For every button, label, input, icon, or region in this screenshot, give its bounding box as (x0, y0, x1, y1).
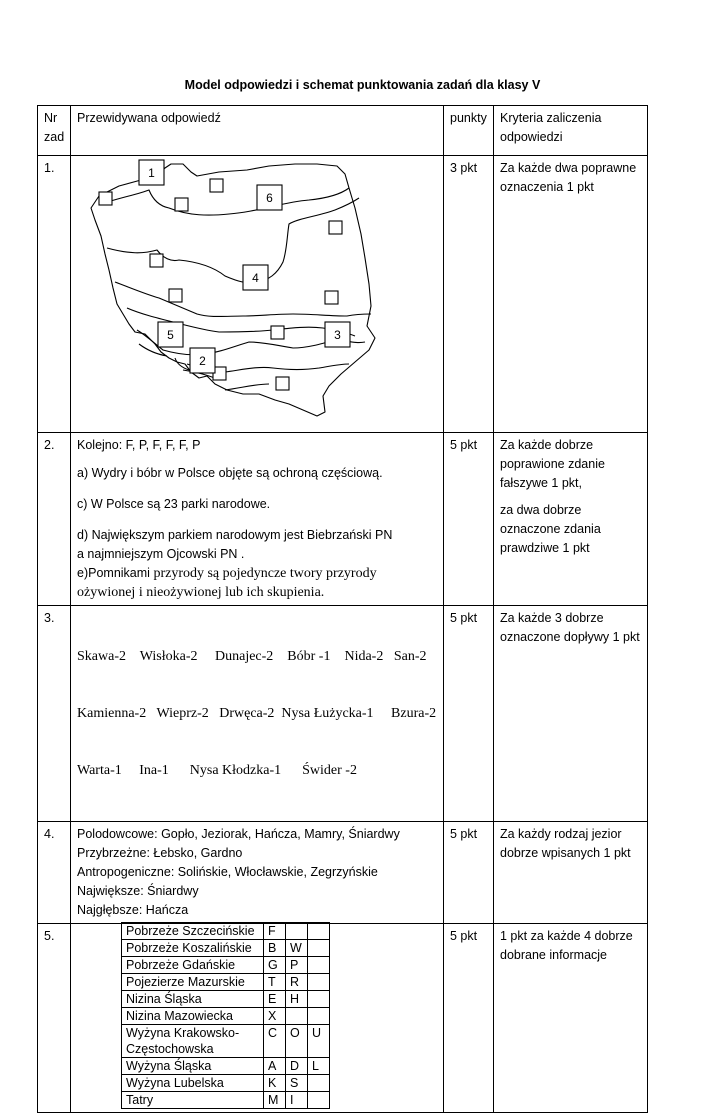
region-name: Tatry (122, 1092, 264, 1109)
region-row (122, 1058, 330, 1075)
map-cell (71, 156, 444, 433)
region-letter: H (286, 991, 308, 1008)
answer-line: Antropogeniczne: Solińskie, Włocławskie, Zegrzyńskie (77, 865, 378, 879)
task-number: 2. (38, 433, 71, 606)
answer-fragment: przyrody są pojedyncze twory przyrody (149, 566, 377, 581)
region-letter: R (286, 974, 308, 991)
region-name: Pobrzeże Gdańskie (122, 957, 264, 974)
answer-line: Największe: Śniardwy (77, 884, 199, 898)
marker-square[interactable] (99, 192, 112, 205)
region-letter: G (264, 957, 286, 974)
region-letter: C (264, 1025, 286, 1058)
task-answer (71, 433, 444, 606)
answer-line: d) Największym parkiem narodowym jest Biebrzański PN (77, 528, 393, 542)
header-points: punkty (444, 106, 494, 156)
region-letter: P (286, 957, 308, 974)
region-name: Nizina Mazowiecka (122, 1008, 264, 1025)
table-row (38, 433, 648, 606)
region-letter: U (308, 1025, 330, 1058)
task-criteria: 1 pkt za każde 4 dobrze dobrane informacje (494, 924, 648, 1113)
marker-square[interactable] (329, 221, 342, 234)
region-letter: T (264, 974, 286, 991)
region-row (122, 1075, 330, 1092)
region-row (122, 1025, 330, 1058)
map-label-5: 5 (167, 328, 174, 342)
answer-line: Przybrzeżne: Łebsko, Gardno (77, 846, 243, 860)
task-points: 5 pkt (444, 433, 494, 606)
region-table (121, 922, 330, 1109)
region-row (122, 923, 330, 940)
region-letter (308, 1008, 330, 1025)
task-criteria: Za każdy rodzaj jezior dobrze wpisanych 1 pkt (494, 822, 648, 924)
marker-square[interactable] (325, 291, 338, 304)
answer-line (77, 564, 437, 583)
answer-fragment: e)Pomnikami (77, 566, 150, 580)
answer-line: c) W Polsce są 23 parki narodowe. (77, 497, 271, 511)
region-row (122, 974, 330, 991)
header-answer: Przewidywana odpowiedź (71, 106, 444, 156)
marker-square[interactable] (175, 198, 188, 211)
region-letter: S (286, 1075, 308, 1092)
table-row (38, 606, 648, 822)
region-letter: E (264, 991, 286, 1008)
region-letter (308, 1092, 330, 1109)
task-number: 3. (38, 606, 71, 822)
answer-line: a najmniejszym Ojcowski PN . (77, 547, 245, 561)
marker-square[interactable] (169, 289, 182, 302)
task-criteria: Za każde dwa poprawne oznaczenia 1 pkt (494, 156, 648, 433)
table-row (38, 822, 648, 924)
answer-line: ożywionej i nieożywionej lub ich skupienia. (77, 585, 325, 600)
task-points: 3 pkt (444, 156, 494, 433)
region-letter: D (286, 1058, 308, 1075)
region-letter (308, 957, 330, 974)
region-letter: F (264, 923, 286, 940)
header-criteria: Kryteria zaliczenia odpowiedzi (494, 106, 648, 156)
answer-line: Kamienna-2 Wieprz-2 Drwęca-2 Nysa Łużycka-1 Bzura-2 (77, 706, 437, 721)
poland-border (91, 164, 375, 416)
task-answer (71, 822, 444, 924)
region-letter (308, 940, 330, 957)
region-name: Wyżyna Lubelska (122, 1075, 264, 1092)
region-name: Wyżyna Krakowsko-Częstochowska (122, 1025, 264, 1058)
answer-line: Polodowcowe: Gopło, Jeziorak, Hańcza, Mamry, Śniardwy (77, 827, 400, 841)
region-letter: X (264, 1008, 286, 1025)
region-letter (308, 991, 330, 1008)
region-name: Pojezierze Mazurskie (122, 974, 264, 991)
map-label-3: 3 (334, 328, 341, 342)
marker-square[interactable] (150, 254, 163, 267)
answer-line: a) Wydry i bóbr w Polsce objęte są ochroną częściową. (77, 466, 383, 480)
answer-line: Kolejno: F, P, F, F, F, P (77, 438, 201, 452)
task-criteria: Za każde 3 dobrze oznaczone dopływy 1 pkt (494, 606, 648, 822)
region-name: Pobrzeże Szczecińskie (122, 923, 264, 940)
region-letter (308, 1075, 330, 1092)
task-points: 5 pkt (444, 822, 494, 924)
map-label-4: 4 (252, 271, 259, 285)
region-letter: K (264, 1075, 286, 1092)
task-answer (71, 924, 444, 1113)
marker-square[interactable] (271, 326, 284, 339)
region-table-body (122, 923, 330, 1109)
poland-map (79, 158, 379, 426)
region-name: Nizina Śląska (122, 991, 264, 1008)
region-row (122, 957, 330, 974)
table-row (38, 156, 648, 433)
header-nr: Nr zad (38, 106, 71, 156)
task-number: 1. (38, 156, 71, 433)
region-row (122, 1092, 330, 1109)
map-label-2: 2 (199, 354, 206, 368)
answer-line: Najgłębsze: Hańcza (77, 903, 189, 917)
task-points: 5 pkt (444, 924, 494, 1113)
region-letter: M (264, 1092, 286, 1109)
region-letter: A (264, 1058, 286, 1075)
answer-line: Skawa-2 Wisłoka-2 Dunajec-2 Bóbr -1 Nida-2 San-2 (77, 649, 427, 664)
map-label-1: 1 (148, 166, 155, 180)
marker-square[interactable] (210, 179, 223, 192)
criteria-line: Za każde dobrze poprawione zdanie fałszywe 1 pkt, (500, 438, 605, 490)
region-name: Wyżyna Śląska (122, 1058, 264, 1075)
region-letter: O (286, 1025, 308, 1058)
region-name: Pobrzeże Koszalińskie (122, 940, 264, 957)
region-row (122, 940, 330, 957)
region-letter (308, 923, 330, 940)
answer-table (37, 105, 648, 1113)
region-row (122, 991, 330, 1008)
table-row (38, 924, 648, 1113)
region-letter (286, 923, 308, 940)
marker-square[interactable] (276, 377, 289, 390)
task-points: 5 pkt (444, 606, 494, 822)
region-letter: I (286, 1092, 308, 1109)
answer-line: Warta-1 Ina-1 Nysa Kłodzka-1 Świder -2 (77, 763, 357, 778)
map-label-6: 6 (266, 191, 273, 205)
region-letter: W (286, 940, 308, 957)
page-title: Model odpowiedzi i schemat punktowania zadań dla klasy V (184, 78, 541, 92)
header-row (38, 106, 648, 156)
region-row (122, 1008, 330, 1025)
task-criteria (494, 433, 648, 606)
task-number: 4. (38, 822, 71, 924)
task-number: 5. (38, 924, 71, 1113)
region-letter: B (264, 940, 286, 957)
task-answer (71, 606, 444, 822)
criteria-line: za dwa dobrze oznaczone zdania prawdziwe 1 pkt (500, 503, 601, 555)
region-letter (308, 974, 330, 991)
region-letter: L (308, 1058, 330, 1075)
region-letter (286, 1008, 308, 1025)
